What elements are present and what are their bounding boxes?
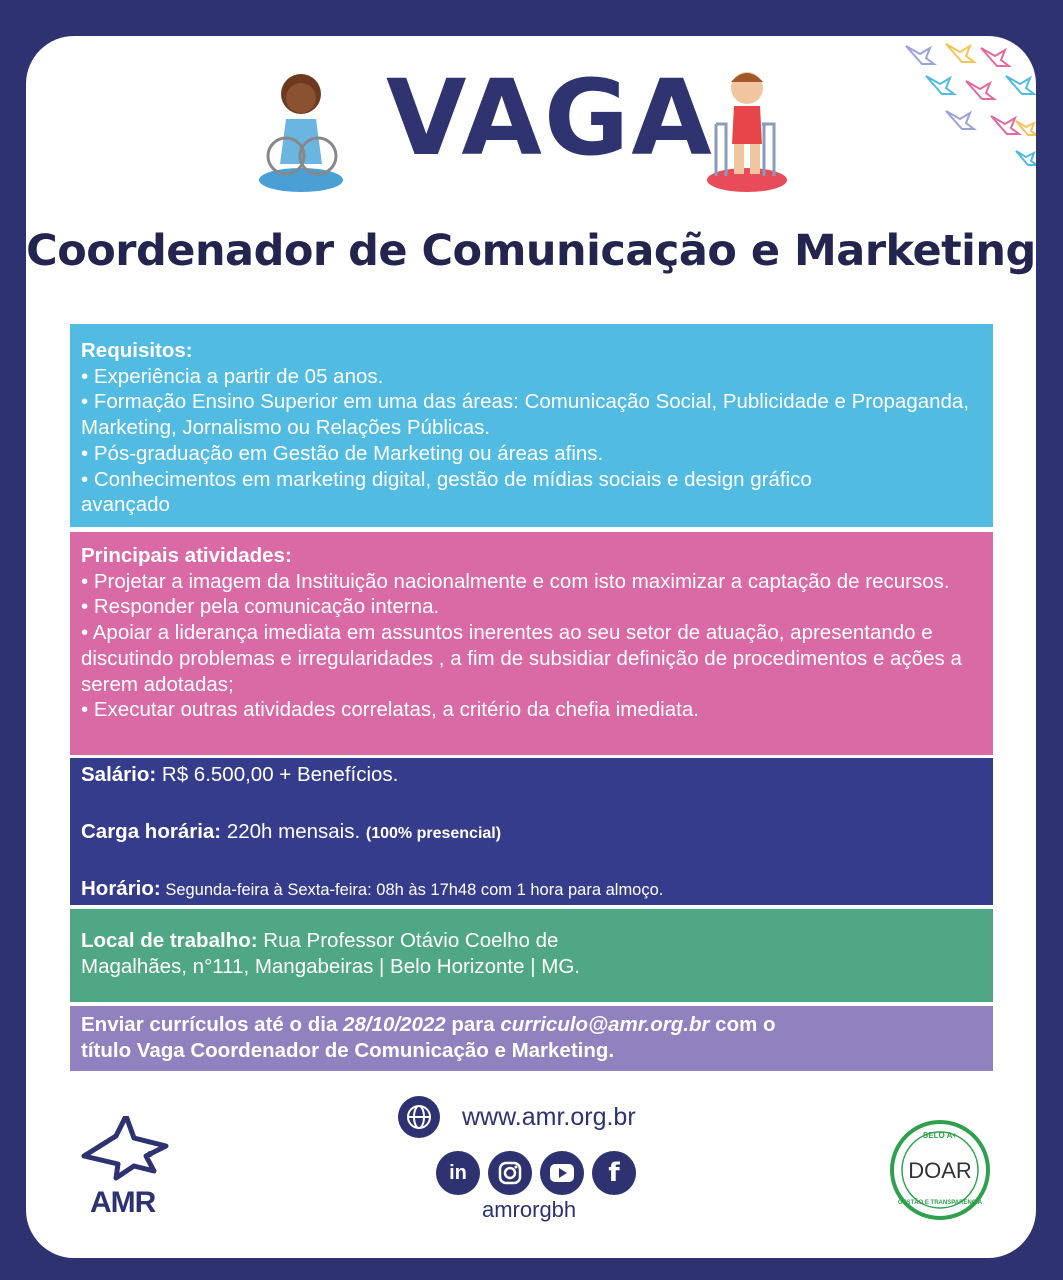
envio-text: para: [445, 1013, 501, 1036]
boy-walker-illustration-icon: [702, 64, 792, 194]
local-label: Local de trabalho:: [81, 929, 258, 952]
website-link[interactable]: www.amr.org.br: [462, 1102, 636, 1131]
girl-wheelchair-illustration-icon: [256, 64, 346, 194]
salario-value: R$ 6.500,00 + Benefícios.: [156, 763, 399, 786]
local-value-line2: Magalhães, n°111, Mangabeiras | Belo Horizonte | MG.: [81, 954, 580, 978]
atividade-item: • Responder pela comunicação interna.: [81, 595, 440, 619]
atividades-section: [70, 532, 993, 755]
horario-value: Segunda-feira à Sexta-feira: 08h às 17h48 com 1 hora para almoço.: [160, 881, 664, 899]
atividade-item: • Apoiar a liderança imediata em assuntos inerentes ao seu setor de atuação, apresentando e discutindo problemas e irregularidades , a fim de subsidiar definição de procedimentos e ações a serem adotadas;: [81, 621, 962, 696]
seal-top-text: SELO A+: [922, 1131, 958, 1140]
envio-section: [70, 1006, 993, 1071]
facebook-icon[interactable]: f: [592, 1151, 636, 1195]
envio-date: 28/10/2022: [343, 1013, 446, 1036]
page-title: VAGA: [386, 57, 714, 179]
horario-label: Horário:: [81, 877, 161, 900]
envio-text: Enviar currículos até o dia: [81, 1013, 344, 1036]
atividade-item: • Projetar a imagem da Instituição nacionalmente e com isto maximizar a captação de recursos.: [81, 569, 950, 593]
envio-text: com o: [709, 1013, 776, 1036]
carga-label: Carga horária:: [81, 820, 222, 843]
seal-bottom-text: GESTÃO E TRANSPARÊNCIA: [897, 1200, 983, 1206]
local-section: [70, 909, 993, 1002]
website-row: [398, 1096, 636, 1138]
carga-value: 220h mensais.: [221, 820, 366, 843]
atividades-heading: Principais atividades:: [81, 544, 292, 567]
requisito-item: • Pós-graduação em Gestão de Marketing ou áreas afins.: [81, 441, 604, 465]
local-value: Rua Professor Otávio Coelho de: [257, 929, 559, 952]
job-title: Coordenador de Comunicação e Marketing: [26, 226, 1036, 276]
youtube-icon[interactable]: [540, 1151, 584, 1195]
requisito-item: • Formação Ensino Superior em uma das áreas: Comunicação Social, Publicidade e Propaganda, Marketing, Jornalismo ou Relações Públicas.: [81, 390, 970, 440]
linkedin-icon[interactable]: in: [436, 1151, 480, 1195]
seal-text: DOAR: [908, 1158, 972, 1183]
birds-decoration-icon: [876, 36, 1036, 176]
requisito-item: • Experiência a partir de 05 anos.: [81, 364, 384, 388]
requisitos-heading: Requisitos:: [81, 339, 193, 362]
carga-note: (100% presencial): [365, 825, 502, 842]
doar-seal-icon: [888, 1118, 992, 1222]
social-icons: [436, 1151, 636, 1195]
job-card: [26, 36, 1036, 1258]
globe-icon: [398, 1096, 440, 1138]
envio-email-link[interactable]: curriculo@amr.org.br: [500, 1013, 710, 1036]
salario-label: Salário:: [81, 763, 157, 786]
condicoes-section: [70, 758, 993, 905]
requisitos-section: [70, 324, 993, 527]
envio-line2: título Vaga Coordenador de Comunicação e Marketing.: [81, 1038, 615, 1062]
atividade-item: • Executar outras atividades correlatas, a critério da chefia imediata.: [81, 698, 699, 722]
instagram-icon[interactable]: [488, 1151, 532, 1195]
requisito-item: • Conhecimentos em marketing digital, gestão de mídias sociais e design gráfico avançado: [81, 467, 812, 517]
amr-logo-text: AMR: [90, 1186, 156, 1219]
social-handle: amrorgbh: [482, 1197, 577, 1222]
